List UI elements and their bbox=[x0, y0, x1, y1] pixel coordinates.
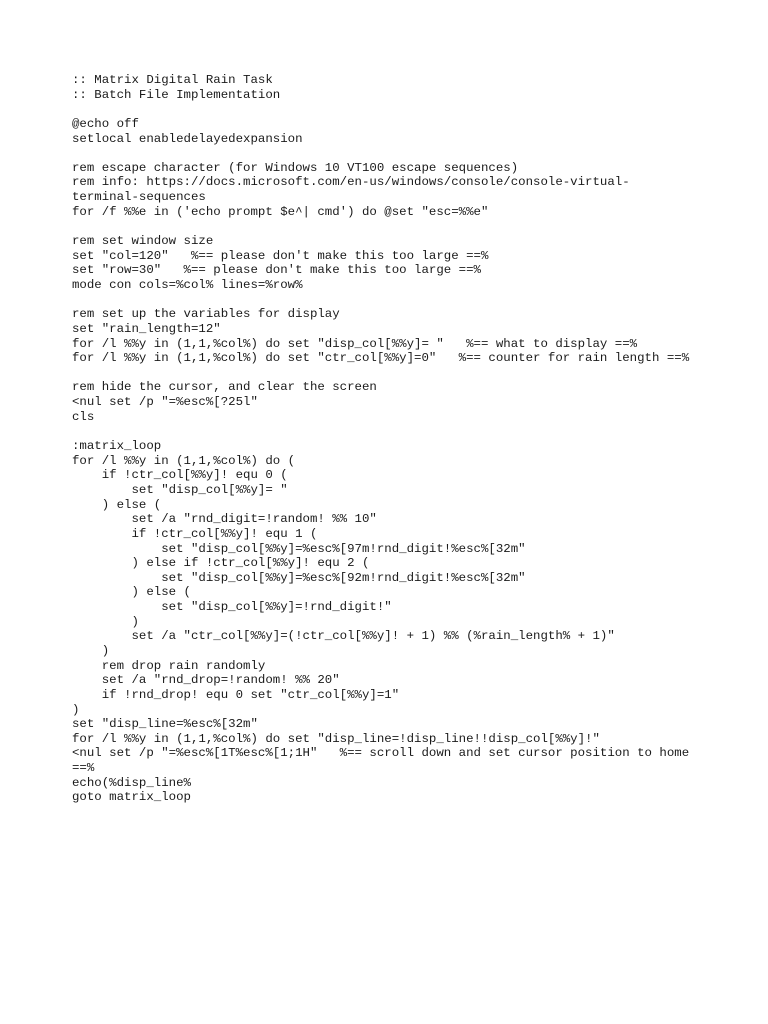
code-line: ) else if !ctr_col[%%y]! equ 2 ( bbox=[72, 556, 370, 571]
code-line: set "col=120" %== please don't make this too large ==% bbox=[72, 248, 489, 263]
code-line: ==% bbox=[72, 761, 95, 776]
code-line: set /a "rnd_digit=!random! %% 10" bbox=[72, 512, 377, 527]
code-line: for /l %%y in (1,1,%col%) do set "disp_line=!disp_line!!disp_col[%%y]!" bbox=[72, 731, 600, 746]
code-line: terminal-sequences bbox=[72, 190, 206, 205]
code-line: @echo off bbox=[72, 116, 139, 131]
code-line: set "disp_line=%esc%[32m" bbox=[72, 717, 258, 732]
code-line: for /l %%y in (1,1,%col%) do set "disp_col[%%y]= " %== what to display ==% bbox=[72, 336, 638, 351]
code-line: :: Matrix Digital Rain Task bbox=[72, 73, 273, 87]
code-line: :matrix_loop bbox=[72, 439, 162, 454]
code-line: set "disp_col[%%y]=%esc%[92m!rnd_digit!%esc%[32m" bbox=[72, 570, 526, 585]
code-line: set "disp_col[%%y]=%esc%[97m!rnd_digit!%esc%[32m" bbox=[72, 541, 526, 556]
code-line: mode con cols=%col% lines=%row% bbox=[72, 277, 303, 292]
code-line bbox=[72, 102, 762, 117]
code-line bbox=[72, 366, 762, 381]
code-line: rem escape character (for Windows 10 VT100 escape sequences) bbox=[72, 160, 519, 175]
code-line: rem set window size bbox=[72, 234, 214, 249]
code-line: rem drop rain randomly bbox=[72, 658, 266, 673]
code-line: goto matrix_loop bbox=[72, 790, 191, 805]
batch-code-listing bbox=[72, 73, 762, 805]
code-line bbox=[72, 424, 762, 439]
code-line: ) else ( bbox=[72, 585, 191, 600]
code-line: ) bbox=[72, 702, 80, 717]
code-line: if !ctr_col[%%y]! equ 0 ( bbox=[72, 468, 288, 483]
code-line: for /l %%y in (1,1,%col%) do ( bbox=[72, 453, 296, 468]
code-line: <nul set /p "=%esc%[?25l" bbox=[72, 395, 258, 410]
code-line: if !ctr_col[%%y]! equ 1 ( bbox=[72, 526, 318, 541]
code-line: <nul set /p "=%esc%[1T%esc%[1;1H" %== scroll down and set cursor position to home bbox=[72, 746, 690, 761]
code-line: echo(%disp_line% bbox=[72, 775, 191, 790]
code-line: setlocal enabledelayedexpansion bbox=[72, 131, 303, 146]
code-line: ) bbox=[72, 614, 139, 629]
code-line: for /f %%e in ('echo prompt $e^| cmd') do @set "esc=%%e" bbox=[72, 204, 489, 219]
code-line bbox=[72, 293, 762, 308]
code-line: :: Batch File Implementation bbox=[72, 87, 281, 102]
code-line: set /a "rnd_drop=!random! %% 20" bbox=[72, 673, 340, 688]
code-line bbox=[72, 219, 762, 234]
code-line: ) else ( bbox=[72, 497, 162, 512]
code-line: set "disp_col[%%y]= " bbox=[72, 482, 288, 497]
code-line: set /a "ctr_col[%%y]=(!ctr_col[%%y]! + 1) %% (%rain_length% + 1)" bbox=[72, 629, 615, 644]
code-line: for /l %%y in (1,1,%col%) do set "ctr_col[%%y]=0" %== counter for rain length ==% bbox=[72, 351, 690, 366]
code-line: rem hide the cursor, and clear the screen bbox=[72, 380, 377, 395]
code-line bbox=[72, 146, 762, 161]
code-line: set "disp_col[%%y]=!rnd_digit!" bbox=[72, 600, 392, 615]
code-line: cls bbox=[72, 409, 95, 424]
code-line: rem set up the variables for display bbox=[72, 307, 340, 322]
code-line: ) bbox=[72, 643, 110, 658]
code-line: set "row=30" %== please don't make this too large ==% bbox=[72, 263, 481, 278]
code-line: set "rain_length=12" bbox=[72, 321, 221, 336]
code-line: rem info: https://docs.microsoft.com/en-us/windows/console/console-virtual- bbox=[72, 175, 630, 190]
code-line: if !rnd_drop! equ 0 set "ctr_col[%%y]=1" bbox=[72, 687, 400, 702]
